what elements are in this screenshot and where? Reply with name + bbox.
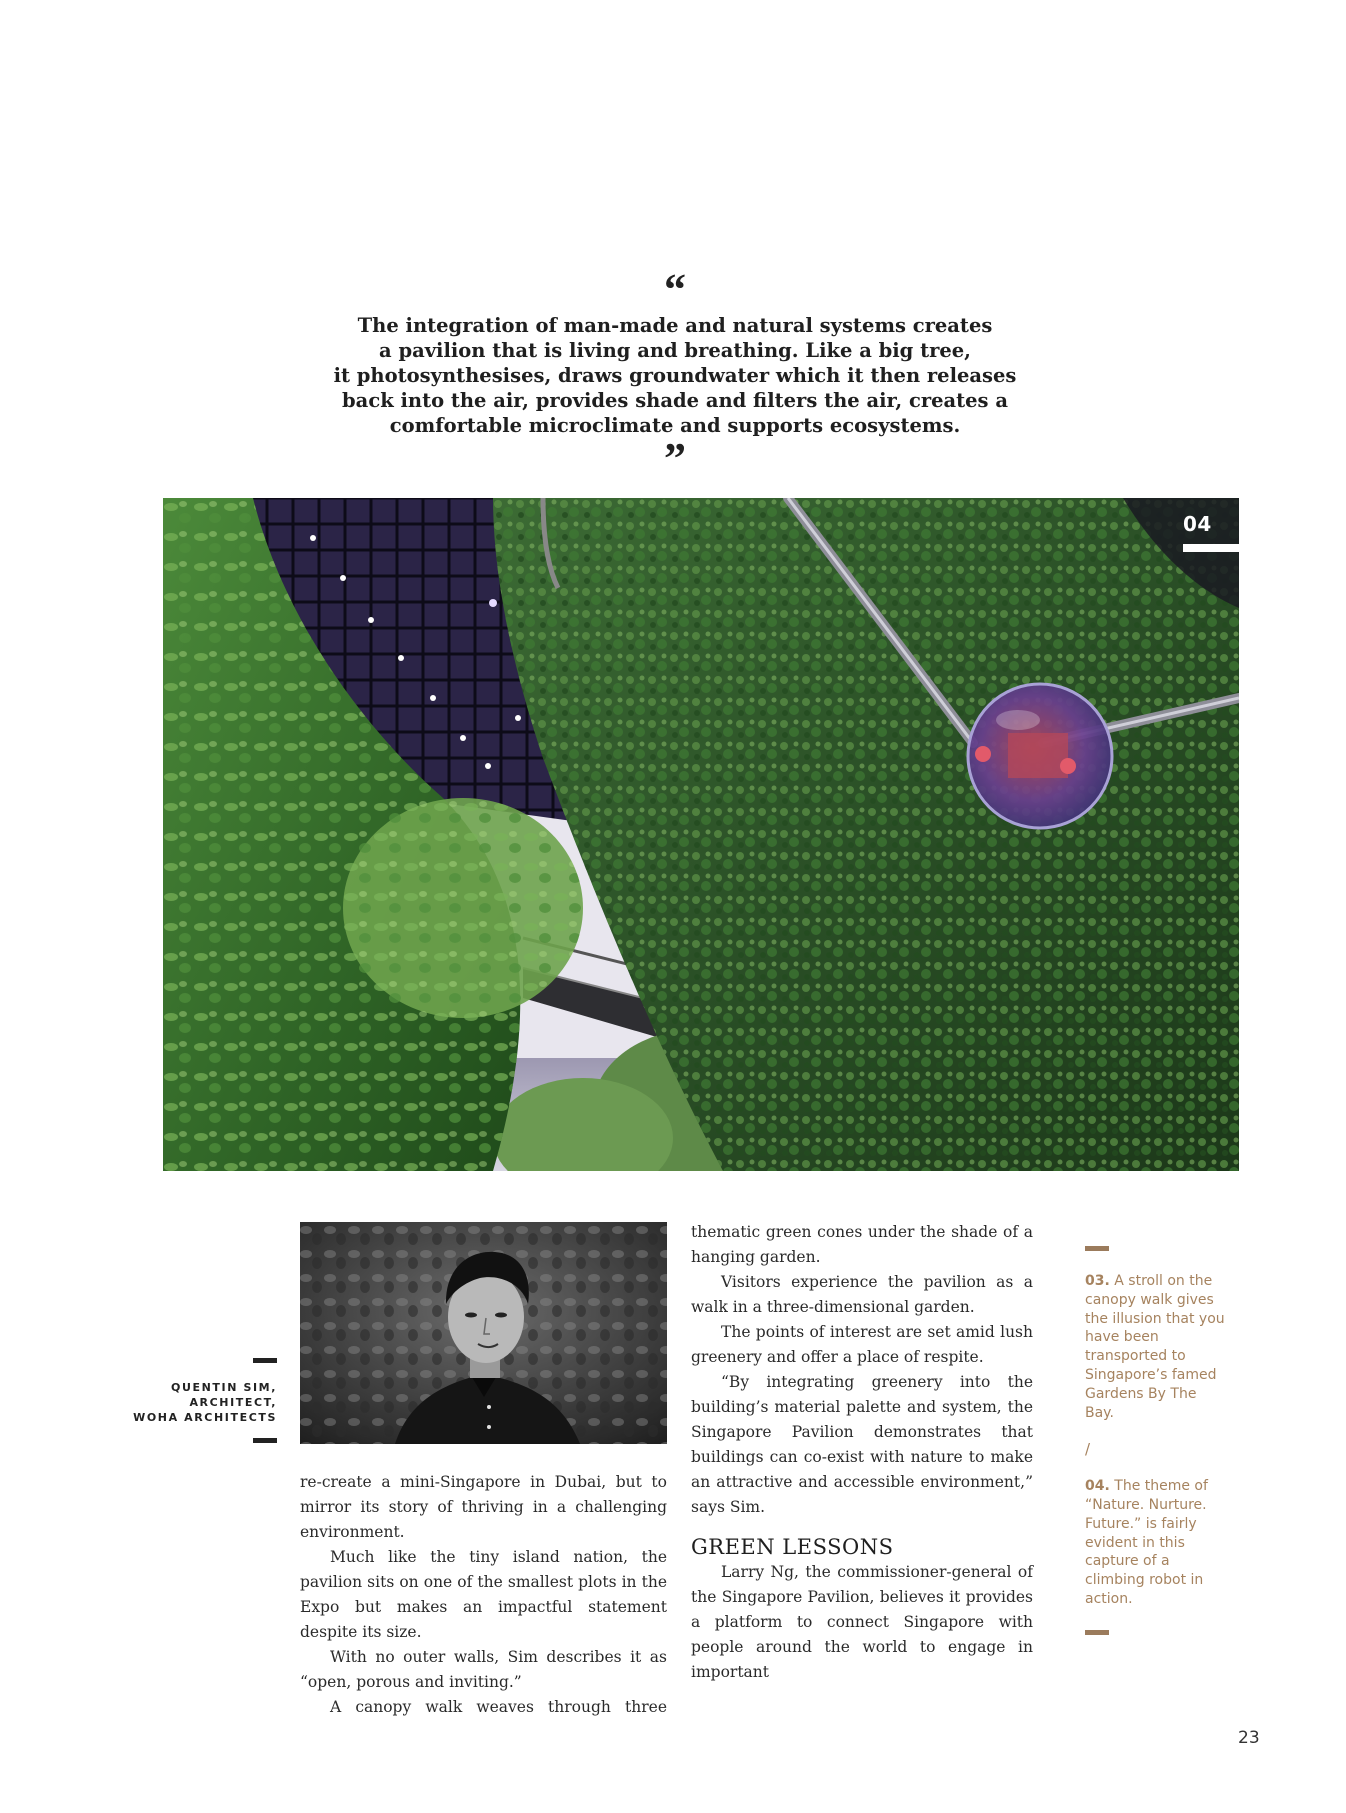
figure-number: 04	[1183, 512, 1212, 536]
pull-quote-line: a pavilion that is living and breathing. Like a big tree,	[379, 339, 971, 362]
pull-quote-line: The integration of man-made and natural systems creates	[357, 314, 993, 337]
open-quote-mark: “	[664, 265, 686, 314]
paragraph: “By integrating greenery into the building’s material palette and system, the Singapore Pavilion demonstrates that buildings can co-exist with nature to make an attractive and accessible environment,” says Sim.	[691, 1373, 1033, 1516]
credit-company: WOHA ARCHITECTS	[133, 1411, 277, 1424]
pull-quote-line: comfortable microclimate and supports ecosystems.	[389, 414, 961, 437]
portrait-photo	[300, 1222, 667, 1444]
caption-number: 04.	[1085, 1478, 1110, 1495]
caption-04	[1085, 1477, 1225, 1609]
pull-quote	[330, 265, 1020, 483]
credit-dash-top	[253, 1358, 277, 1363]
section-subheading: GREEN LESSONS	[691, 1535, 894, 1559]
pull-quote-line: it photosynthesises, draws groundwater which it then releases	[333, 364, 1017, 387]
close-quote-mark: ”	[664, 434, 686, 483]
photo-captions	[1085, 1272, 1225, 1609]
caption-number: 03.	[1085, 1273, 1110, 1289]
pull-quote-line: back into the air, provides shade and filters the air, creates a	[342, 389, 1008, 412]
paragraph: Much like the tiny island nation, the pavilion sits on one of the smallest plots in the Expo but makes an impactful statement despite its size.	[300, 1548, 667, 1641]
article-column-1	[300, 1470, 667, 1720]
paragraph: thematic green cones under the shade of a hanging garden.	[691, 1223, 1033, 1266]
paragraph: Visitors experience the pavilion as a walk in a three-dimensional garden.	[691, 1273, 1033, 1316]
credit-title: ARCHITECT,	[189, 1396, 277, 1409]
article-column-2	[691, 1220, 1033, 1685]
caption-03	[1085, 1272, 1225, 1422]
figure-number-underline	[1183, 544, 1239, 552]
paragraph: Larry Ng, the commissioner-general of the Singapore Pavilion, believes it provides a platform to connect Singapore with people around the world to engage in important	[691, 1563, 1033, 1681]
caption-text: The theme of “Nature. Nurture. Future.” is fairly evident in this capture of a climbing robot in action.	[1085, 1478, 1208, 1607]
page-number: 23	[1238, 1728, 1260, 1748]
credit-dash-bottom	[253, 1438, 277, 1443]
paragraph: re-create a mini-Singapore in Dubai, but to mirror its story of thriving in a challenging environment.	[300, 1473, 667, 1541]
caption-separator: /	[1085, 1440, 1091, 1459]
paragraph: The points of interest are set amid lush greenery and offer a place of respite.	[691, 1323, 1033, 1366]
caption-dash-top	[1085, 1246, 1109, 1251]
paragraph: A canopy walk weaves through three	[330, 1698, 667, 1716]
paragraph: With no outer walls, Sim describes it as “open, porous and inviting.”	[300, 1648, 667, 1691]
hero-photo-green-wall	[163, 498, 1239, 1171]
caption-text: A stroll on the canopy walk gives the illusion that you have been transported to Singapore’s famed Gardens By The Bay.	[1085, 1273, 1225, 1421]
caption-dash-bottom	[1085, 1630, 1109, 1635]
pull-quote-text	[330, 313, 1020, 438]
portrait-credit	[110, 1380, 277, 1425]
credit-name: QUENTIN SIM,	[171, 1381, 277, 1394]
